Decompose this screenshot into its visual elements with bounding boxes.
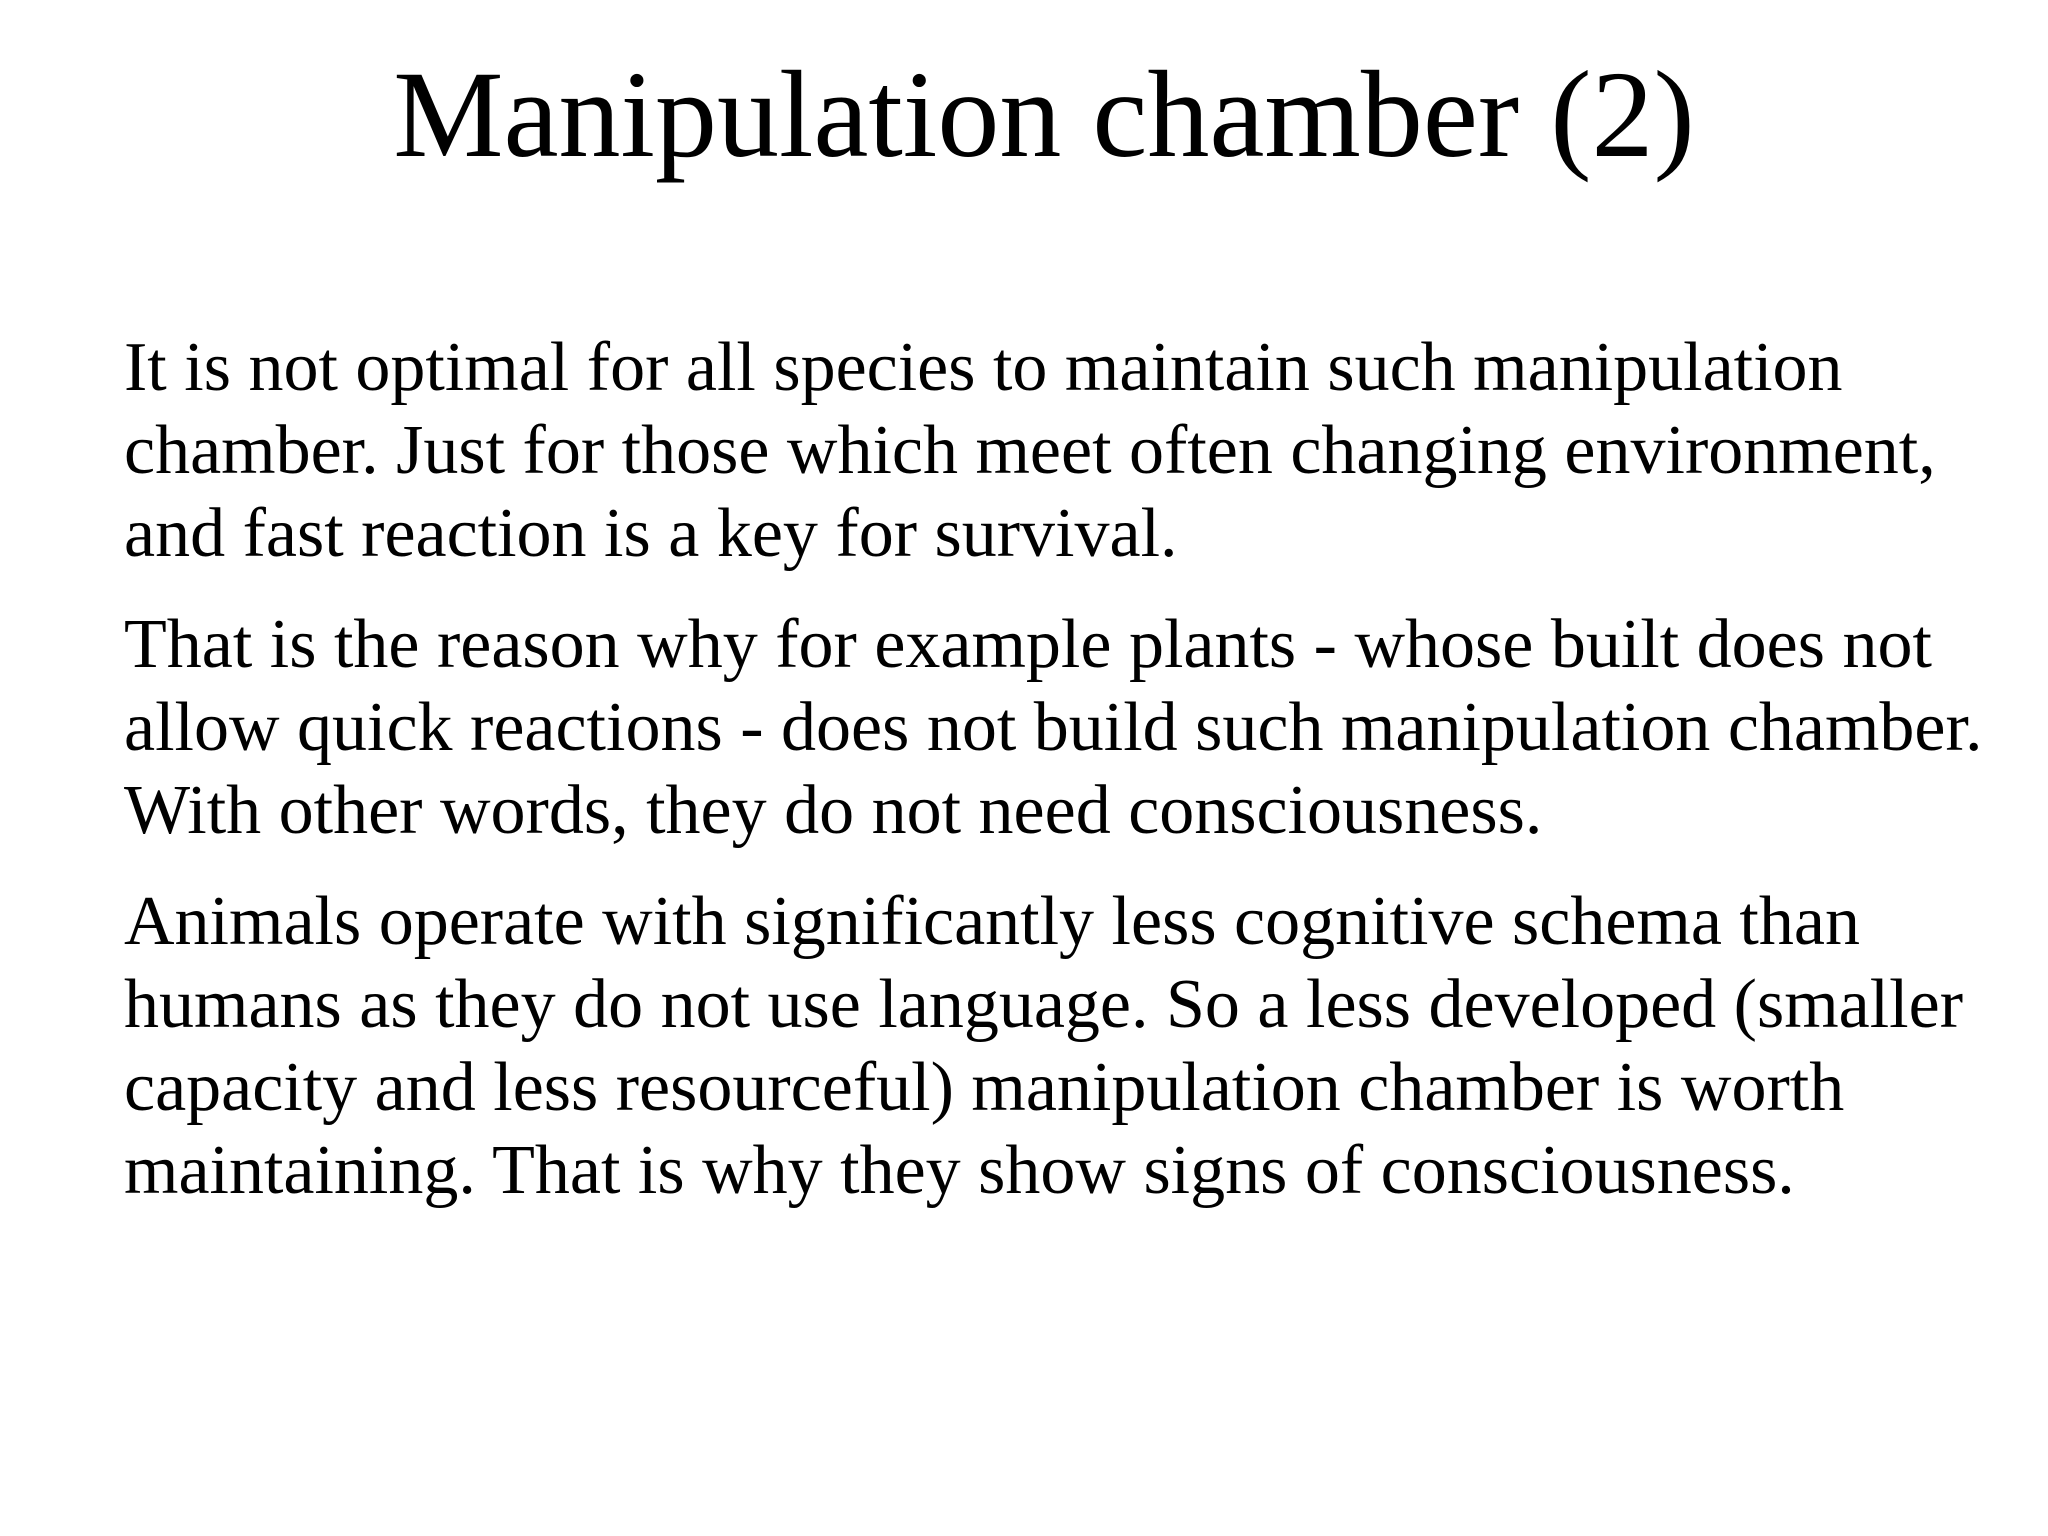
body-paragraph-species-optimality: It is not optimal for all species to maintain such manipulation chamber. Just for those which meet often changing environment, and fast reaction is a key for survival. — [124, 329, 1936, 572]
slide-body — [124, 326, 2048, 1240]
slide-title: Manipulation chamber (2) — [393, 46, 1695, 183]
body-paragraph-animals: Animals operate with significantly less cognitive schema than humans as they do not use language. So a less developed (smaller capacity and less resourceful) manipulation chamber is worth maintaining. That is why they show signs of consciousness. — [124, 883, 1964, 1209]
body-paragraph-plants: That is the reason why for example plants - whose built does not allow quick reactions - does not build such manipulation chamber. With other words, they do not need consciousness. — [124, 606, 1983, 849]
